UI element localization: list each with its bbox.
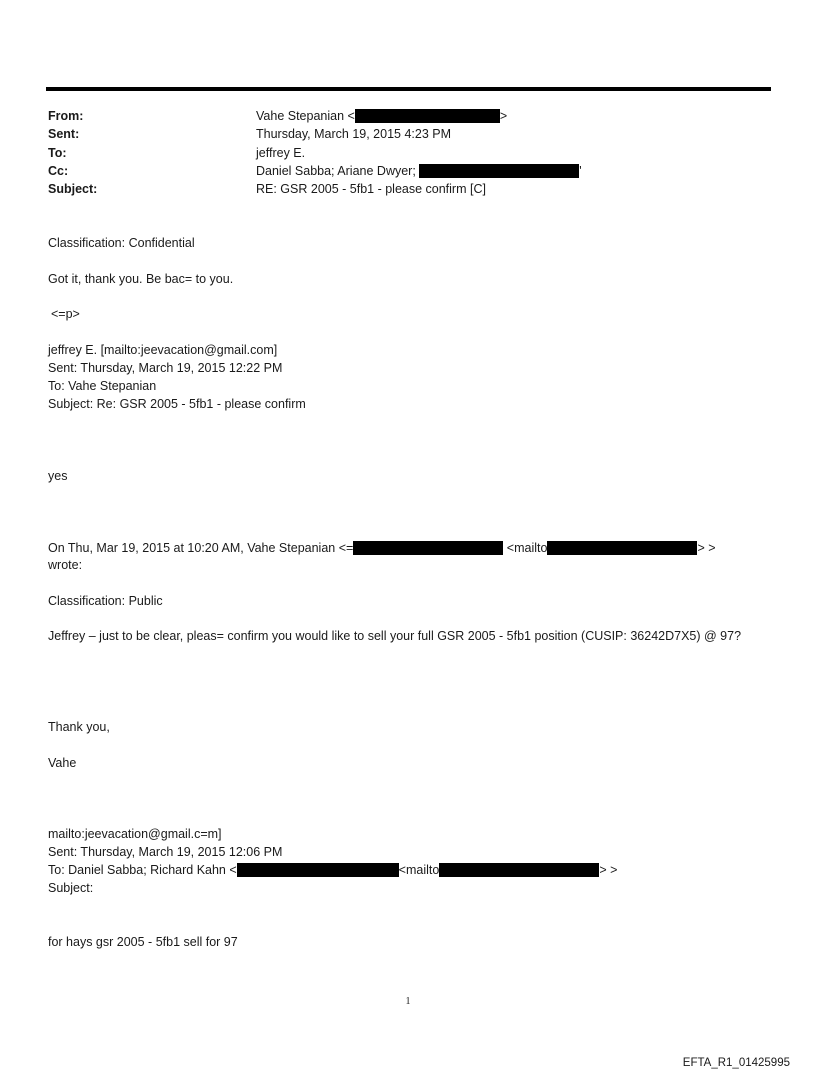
redaction bbox=[547, 541, 697, 555]
classification-public: Classification: Public bbox=[48, 594, 163, 608]
quoted-to-2 bbox=[48, 862, 617, 879]
sent-label: Sent: bbox=[48, 127, 80, 141]
subject-value: RE: GSR 2005 - 5fb1 - please confirm [C] bbox=[256, 182, 486, 196]
wrote-text: wrote: bbox=[48, 558, 83, 572]
quoted-sent-1: Sent: Thursday, March 19, 2015 12:22 PM bbox=[48, 361, 283, 375]
on-thu-text: On Thu, Mar 19, 2015 at 10:20 AM, Vahe Stepanian <= bbox=[48, 541, 354, 555]
reply-text: Got it, thank you. Be bac= to you. bbox=[48, 272, 234, 286]
quoted-mailto-2: mailto:jeevacation@gmail.c=m] bbox=[48, 827, 222, 841]
quoted-from-1: jeffrey E. [mailto:jeevacation@gmail.com] bbox=[48, 343, 278, 357]
quoted-to-1: To: Vahe Stepanian bbox=[48, 379, 157, 393]
cc-close: ' bbox=[579, 164, 582, 178]
quoted-subject-1: Subject: Re: GSR 2005 - 5fb1 - please confirm bbox=[48, 397, 306, 411]
redaction bbox=[237, 863, 399, 877]
mailto-close: > > bbox=[697, 541, 716, 555]
redaction bbox=[355, 109, 500, 123]
to-label: To: bbox=[48, 146, 67, 160]
quoted-subject-2: Subject: bbox=[48, 881, 94, 895]
signature-name: Vahe bbox=[48, 756, 77, 770]
from-close: > bbox=[499, 109, 508, 123]
on-thu-line bbox=[48, 540, 716, 557]
thank-you-text: Thank you, bbox=[48, 720, 110, 734]
encoding-artifact: <=p> bbox=[51, 307, 80, 321]
mailto-close: > > bbox=[599, 863, 618, 877]
cc-value bbox=[256, 162, 582, 180]
page-number: 1 bbox=[405, 996, 411, 1007]
from-name: Vahe Stepanian < bbox=[256, 109, 355, 123]
document-id: EFTA_R1_01425995 bbox=[682, 1057, 790, 1069]
confirm-paragraph: Jeffrey – just to be clear, pleas= confirm you would like to sell your full GSR 2005 - 5fb1 position (CUSIP: 36242D7X5) @ 97? bbox=[48, 629, 742, 643]
redaction bbox=[419, 164, 582, 178]
yes-text: yes bbox=[48, 469, 68, 483]
subject-label: Subject: bbox=[48, 182, 98, 196]
quoted-sent-2: Sent: Thursday, March 19, 2015 12:06 PM bbox=[48, 845, 283, 859]
classification-confidential: Classification: Confidential bbox=[48, 236, 195, 250]
cc-names: Daniel Sabba; Ariane Dwyer; bbox=[256, 164, 416, 178]
quoted-to-text: To: Daniel Sabba; Richard Kahn < bbox=[48, 863, 237, 877]
sent-value: Thursday, March 19, 2015 4:23 PM bbox=[256, 127, 452, 141]
to-value: jeffrey E. bbox=[256, 146, 306, 160]
mailto-text: <mailto bbox=[398, 863, 440, 877]
redaction bbox=[353, 541, 503, 555]
from-label: From: bbox=[48, 109, 84, 123]
from-value bbox=[256, 107, 507, 125]
mailto-text: <mailto bbox=[506, 541, 548, 555]
cc-label: Cc: bbox=[48, 164, 69, 178]
hays-text: for hays gsr 2005 - 5fb1 sell for 97 bbox=[48, 935, 238, 949]
header-rule bbox=[46, 87, 771, 91]
redaction bbox=[439, 863, 599, 877]
